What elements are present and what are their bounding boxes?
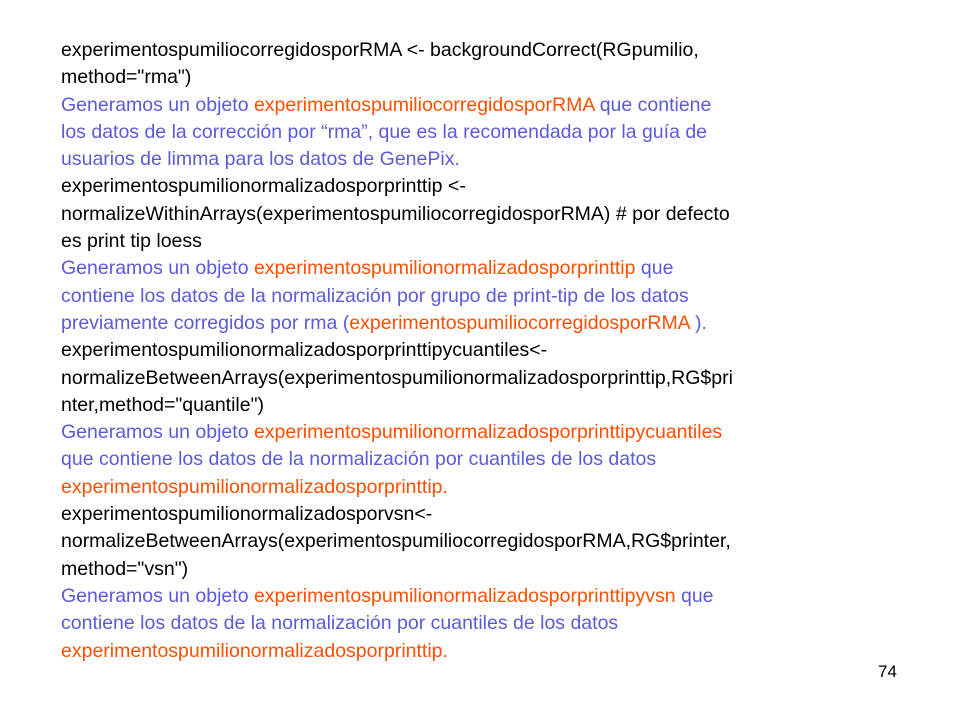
object-name-text: experimentospumilionormalizadosporprinttipyvsn [253, 584, 676, 607]
description-text: Generamos un objeto [61, 257, 254, 280]
code-text: experimentospumilionormalizadosporprinttipycuantiles<- [61, 339, 548, 362]
text-line [61, 119, 906, 146]
code-text: experimentospumilionormalizadosporvsn<- [61, 503, 433, 526]
text-line [61, 64, 906, 91]
text-line [61, 365, 906, 392]
description-text: Generamos un objeto [61, 93, 254, 116]
text-line [61, 173, 906, 200]
code-text: method="rma") [61, 66, 192, 89]
description-text: usuarios de limma para los datos de GenePix. [61, 148, 460, 171]
description-text: ). [689, 311, 707, 334]
object-name-text: experimentospumiliocorregidosporRMA [253, 93, 595, 116]
description-text: previamente corregidos por rma ( [61, 311, 350, 334]
text-line [61, 255, 906, 282]
text-line [61, 474, 906, 501]
text-line [61, 638, 906, 665]
text-line [61, 228, 906, 255]
text-line [61, 146, 906, 173]
description-text: los datos de la corrección por “rma”, que es la recomendada por la guía de [61, 120, 708, 143]
text-line [61, 37, 906, 64]
description-text: contiene los datos de la normalización por grupo de print-tip de los datos [61, 284, 689, 307]
description-text: que contiene los datos de la normalización por cuantiles de los datos [61, 448, 657, 471]
object-name-text: experimentospumilionormalizadosporprinttip. [61, 475, 448, 498]
description-text: que contiene [594, 93, 712, 116]
object-name-text: experimentospumilionormalizadosporprinttip. [61, 639, 448, 662]
description-text: contiene los datos de la normalización por cuantiles de los datos [61, 612, 619, 635]
code-text: es print tip loess [61, 230, 202, 253]
object-name-text: experimentospumiliocorregidosporRMA [349, 311, 690, 334]
code-text: normalizeBetweenArrays(experimentospumilionormalizadosporprinttip,RG$pri [61, 366, 733, 389]
text-line [61, 419, 906, 446]
text-line [61, 392, 906, 419]
code-text: nter,method="quantile") [61, 393, 265, 416]
text-line [61, 283, 906, 310]
text-line [61, 583, 906, 610]
page-number: 74 [878, 662, 897, 681]
text-line [61, 201, 906, 228]
text-line [61, 501, 906, 528]
text-line [61, 528, 906, 555]
text-line [61, 556, 906, 583]
slide-body [61, 37, 906, 665]
description-text: Generamos un objeto [61, 584, 254, 607]
code-text: method="vsn") [61, 557, 189, 580]
text-line [61, 92, 906, 119]
code-text: experimentospumiliocorregidosporRMA <- backgroundCorrect(RGpumilio, [61, 39, 699, 61]
code-text: normalizeWithinArrays(experimentospumiliocorregidosporRMA) # por defecto [61, 202, 730, 225]
object-name-text: experimentospumilionormalizadosporprinttip [253, 257, 636, 280]
text-line [61, 337, 906, 364]
text-line [61, 310, 906, 337]
description-text: Generamos un objeto [61, 421, 254, 444]
code-text: normalizeBetweenArrays(experimentospumiliocorregidosporRMA,RG$printer, [61, 530, 731, 553]
text-line [61, 446, 906, 473]
object-name-text: experimentospumilionormalizadosporprinttipycuantiles [253, 421, 723, 444]
code-text: experimentospumilionormalizadosporprinttip <- [61, 175, 466, 198]
text-line [61, 610, 906, 637]
description-text: que [635, 257, 674, 280]
description-text: que [675, 584, 714, 607]
